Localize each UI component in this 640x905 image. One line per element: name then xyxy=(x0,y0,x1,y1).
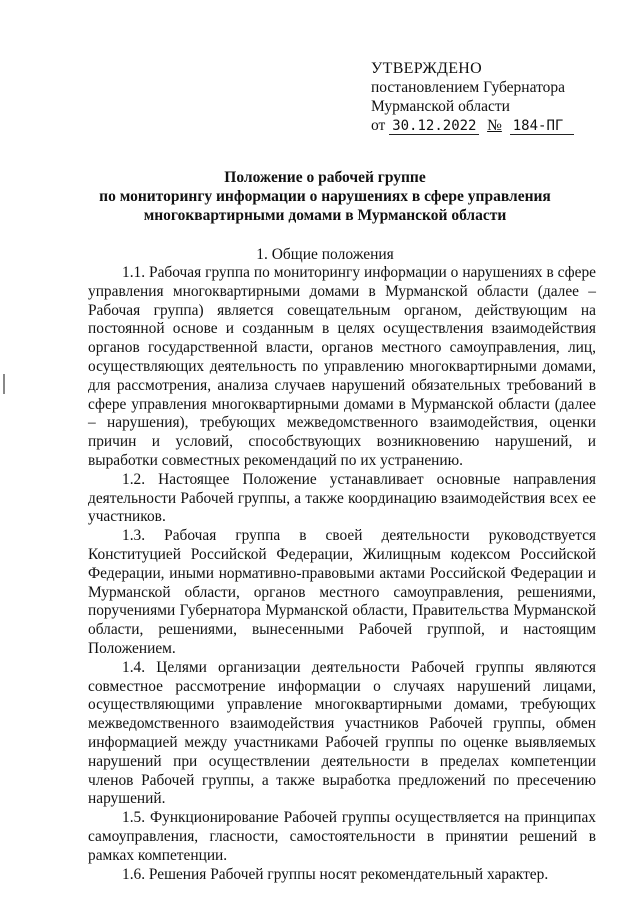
paragraph-1-5: 1.5. Функционирование Рабочей группы осуществляется на принципах самоуправления, гласности, самостоятельности в принятии решений в рамках компетенции. xyxy=(88,809,596,864)
document-title-line-2: по мониторингу информации о нарушениях в сфере управления xyxy=(99,188,551,205)
approval-number-sign: № xyxy=(487,117,502,134)
section-heading: 1. Общие положения xyxy=(256,246,394,263)
approval-line-1: постановлением Губернатора xyxy=(371,79,566,96)
paragraph-1-2: 1.2. Настоящее Положение устанавливает основные направления деятельности Рабочей группы, а также координацию взаимодействия всех ее участников. xyxy=(88,470,596,526)
document-title xyxy=(90,168,560,225)
approval-from-label: от xyxy=(371,117,386,134)
approval-date: 30.12.2022 xyxy=(389,119,479,135)
approval-block xyxy=(371,59,621,135)
approval-date-line xyxy=(371,116,621,135)
paragraph-1-6: 1.6. Решения Рабочей группы носят рекомендательный характер. xyxy=(122,865,549,883)
paragraph-1-4: 1.4. Целями организации деятельности Рабочей группы являются совместное рассмотрение информации о случаях нарушений лицами, осуществляющими управление многоквартирными домами, требующих межведомственного взаимодействия участников Рабочей группы, обмен информацией между участниками Рабочей группы по оценке выявляемых нарушений при осуществлении деятельности в пределах компетенции членов Рабочей группы, а также выработка предложений по пресечению нарушений. xyxy=(88,658,596,808)
paragraph-1-3: 1.3. Рабочая группа в своей деятельности руководствуется Конституцией Российской Федерации, Жилищным кодексом Российской Федерации, иными нормативно-правовыми актами Российской Федерации и Мурманской области, органов местного самоуправления, решениями, поручениями Губернатора Мурманской области, Правительства Мурманской области, решениями, вынесенными Рабочей группой, и настоящим Положением. xyxy=(88,527,596,657)
scan-margin-mark xyxy=(3,374,5,394)
document-title-line-1: Положение о рабочей группе xyxy=(224,169,426,186)
document-title-line-3: многоквартирными домами в Мурманской области xyxy=(143,207,507,224)
approval-number: 184-ПГ xyxy=(510,119,574,135)
paragraph-1-1: 1.1. Рабочая группа по мониторингу информации о нарушениях в сфере управления многоквартирными домами в Мурманской области (далее – Рабочая группа) является совещательным органом, действующим на постоянной основе и созданным в целях осуществления взаимодействия органов государственной власти, органов местного самоуправления, лиц, осуществляющих деятельность по управлению многоквартирными домами, для рассмотрения, анализа случаев нарушений обязательных требований в сфере управления многоквартирными домами в Мурманской области (далее – нарушения), требующих межведомственного взаимодействия, оценки причин и условий, способствующих возникновению нарушений, и выработки совместных рекомендаций по их устранению. xyxy=(88,264,596,469)
approval-line-2: Мурманской области xyxy=(371,98,510,115)
section-body xyxy=(88,264,596,884)
approval-stamp: УТВЕРЖДЕНО xyxy=(371,60,483,77)
